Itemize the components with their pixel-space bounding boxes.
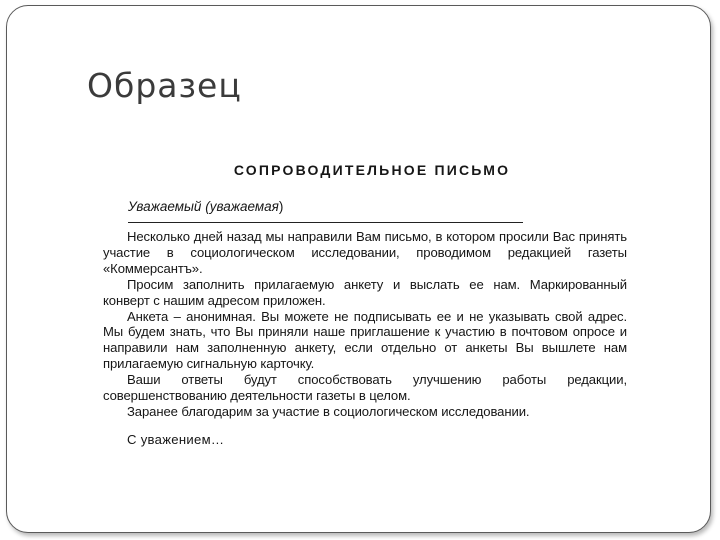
- letter-heading: СОПРОВОДИТЕЛЬНОЕ ПИСЬМО: [233, 162, 511, 178]
- letter-closing: С уважением…: [127, 431, 225, 447]
- letter-paragraph: Несколько дней назад мы направили Вам письмо, в котором просили Вас принять участие в социологическом исследовании, проводимом редакцией газеты «Коммерсантъ».: [103, 229, 627, 276]
- letter-paragraph: Просим заполнить прилагаемую анкету и выслать ее нам. Маркированный конверт с нашим адресом приложен.: [103, 276, 627, 308]
- letter-salutation: [128, 199, 627, 215]
- name-blank-line: [128, 222, 523, 223]
- salutation-paren: [201, 199, 283, 214]
- salutation-main: Уважаемый: [128, 199, 202, 214]
- slide-frame: [6, 5, 711, 533]
- letter-paragraph: Анкета – анонимная. Вы можете не подписывать ее и не указывать свой адрес. Мы будем знать, что Вы приняли наше приглашение к участию в почтовом опросе и направили нам заполненную анкету, если отдельно от анкеты Вы вышлете нам прилагаемую сигнальную карточку.: [103, 308, 627, 372]
- letter-paragraph: Ваши ответы будут способствовать улучшению работы редакции, совершенствованию деятельности газеты в целом.: [103, 372, 627, 404]
- salutation-paren-text: (уважаемая: [201, 199, 279, 214]
- letter-image: [103, 156, 627, 447]
- letter-paragraph: Заранее благодарим за участие в социологическом исследовании.: [127, 403, 530, 419]
- salutation-paren-close: ): [278, 199, 284, 214]
- slide-title: Образец: [87, 66, 242, 105]
- letter-body: [103, 229, 627, 420]
